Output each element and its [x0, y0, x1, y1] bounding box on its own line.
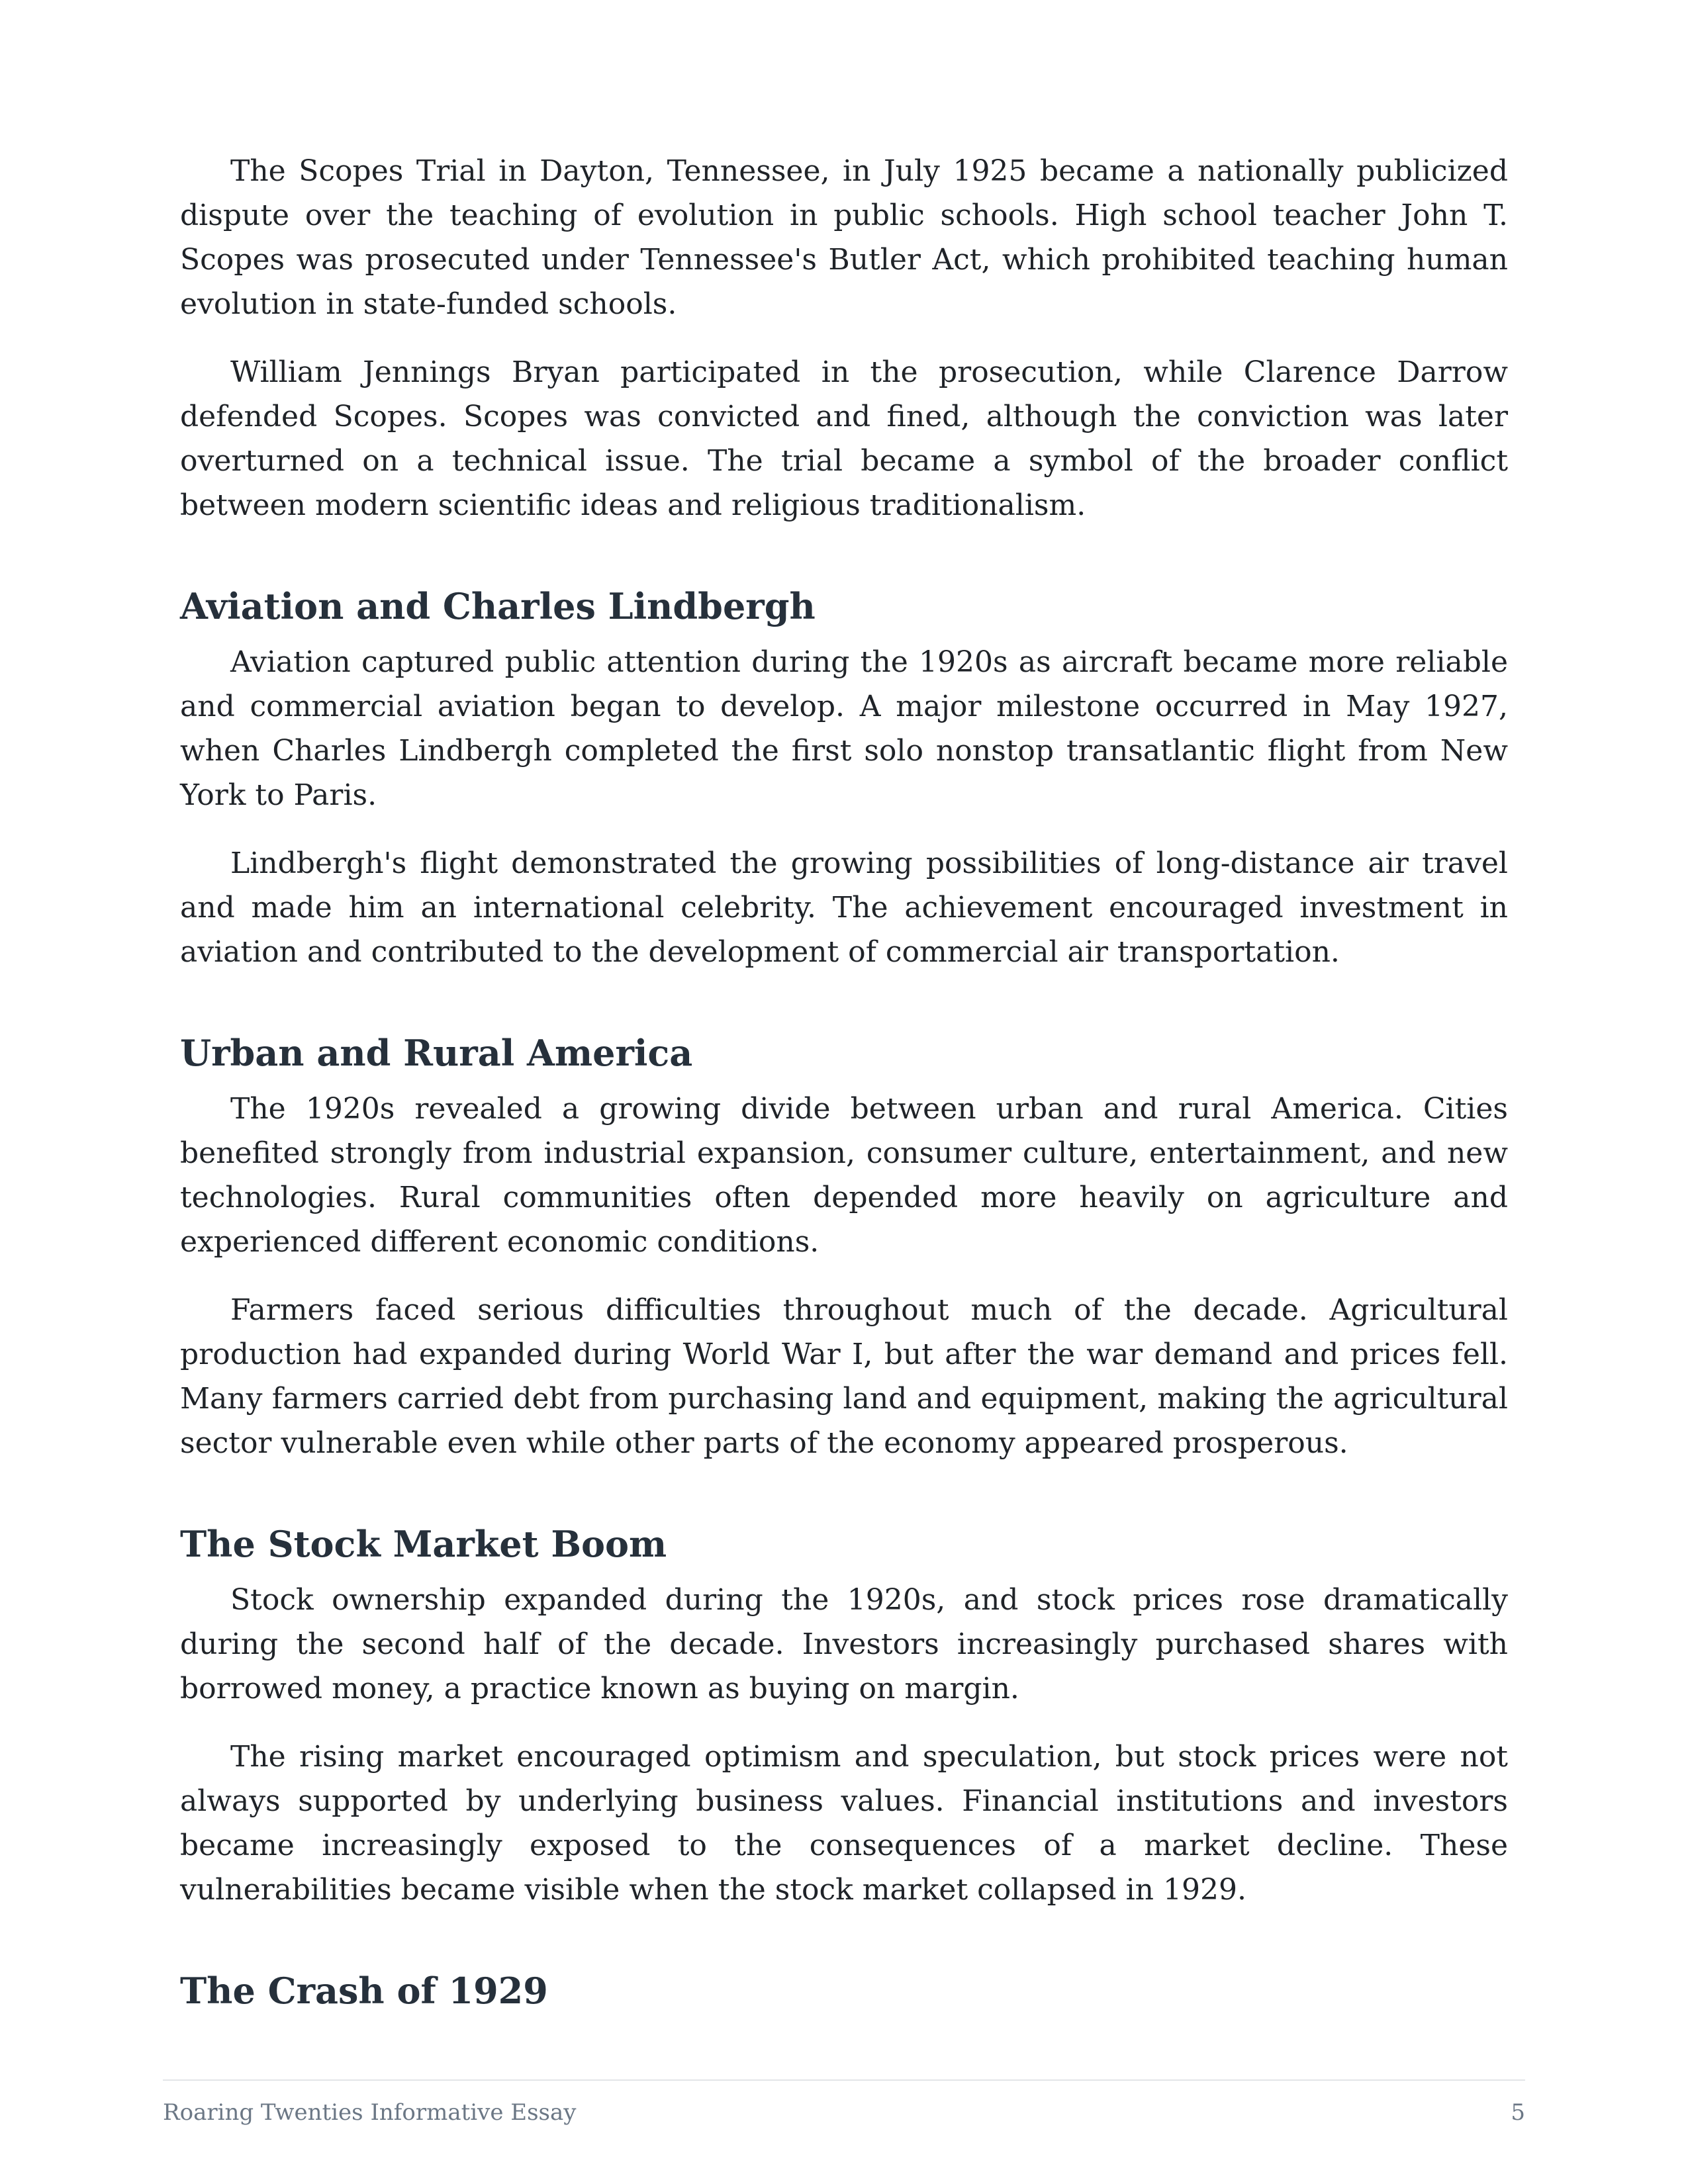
footer-page-number: 5	[1511, 2099, 1525, 2126]
heading-crash-1929: The Crash of 1929	[180, 1970, 548, 2012]
paragraph-lindbergh-flight: Lindbergh's flight demonstrated the growing possibilities of long-distance air travel and made him an international celebrity. The achievement encouraged investment in aviation and contributed to the development of commercial air transportation.	[180, 846, 1508, 969]
heading-urban-rural: Urban and Rural America	[180, 1032, 693, 1074]
paragraph-stock-ownership: Stock ownership expanded during the 1920s, and stock prices rose dramatically during the second half of the decade. Investors increasingly purchased shares with borrowed money, a practice known as buying on margin.	[180, 1583, 1508, 1706]
heading-aviation: Aviation and Charles Lindbergh	[180, 585, 816, 627]
footer-document-title: Roaring Twenties Informative Essay	[163, 2099, 577, 2126]
heading-stock-market-boom: The Stock Market Boom	[180, 1523, 667, 1565]
paragraph-farmers: Farmers faced serious difficulties throughout much of the decade. Agricultural production had expanded during World War I, but after the war demand and prices fell. Many farmers carried debt from purchasing land and equipment, making the agricultural sector vulnerable even while other parts of the economy appeared prosperous.	[180, 1293, 1508, 1460]
paragraph-scopes-verdict: William Jennings Bryan participated in the prosecution, while Clarence Darrow defended Scopes. Scopes was convicted and fined, although the conviction was later overturned on a technical issue. The trial became a symbol of the broader conflict between modern scientific ideas and religious traditionalism.	[180, 355, 1508, 522]
paragraph-urban-rural-divide: The 1920s revealed a growing divide between urban and rural America. Cities benefited strongly from industrial expansion, consumer culture, entertainment, and new technologies. Rural communities often depended more heavily on agriculture and experienced different economic conditions.	[180, 1092, 1508, 1259]
document-body	[180, 149, 1508, 2025]
paragraph-scopes-trial: The Scopes Trial in Dayton, Tennessee, in July 1925 became a nationally publicized dispute over the teaching of evolution in public schools. High school teacher John T. Scopes was prosecuted under Tennessee's Butler Act, which prohibited teaching human evolution in state-funded schools.	[180, 154, 1508, 321]
paragraph-aviation-intro: Aviation captured public attention during the 1920s as aircraft became more reliable and commercial aviation began to develop. A major milestone occurred in May 1927, when Charles Lindbergh completed the first solo nonstop transatlantic flight from New York to Paris.	[180, 645, 1508, 812]
paragraph-speculation: The rising market encouraged optimism and speculation, but stock prices were not always supported by underlying business values. Financial institutions and investors became increasingly exposed to the consequences of a market decline. These vulnerabilities became visible when the stock market collapsed in 1929.	[180, 1740, 1508, 1907]
page-footer	[163, 2079, 1525, 2126]
